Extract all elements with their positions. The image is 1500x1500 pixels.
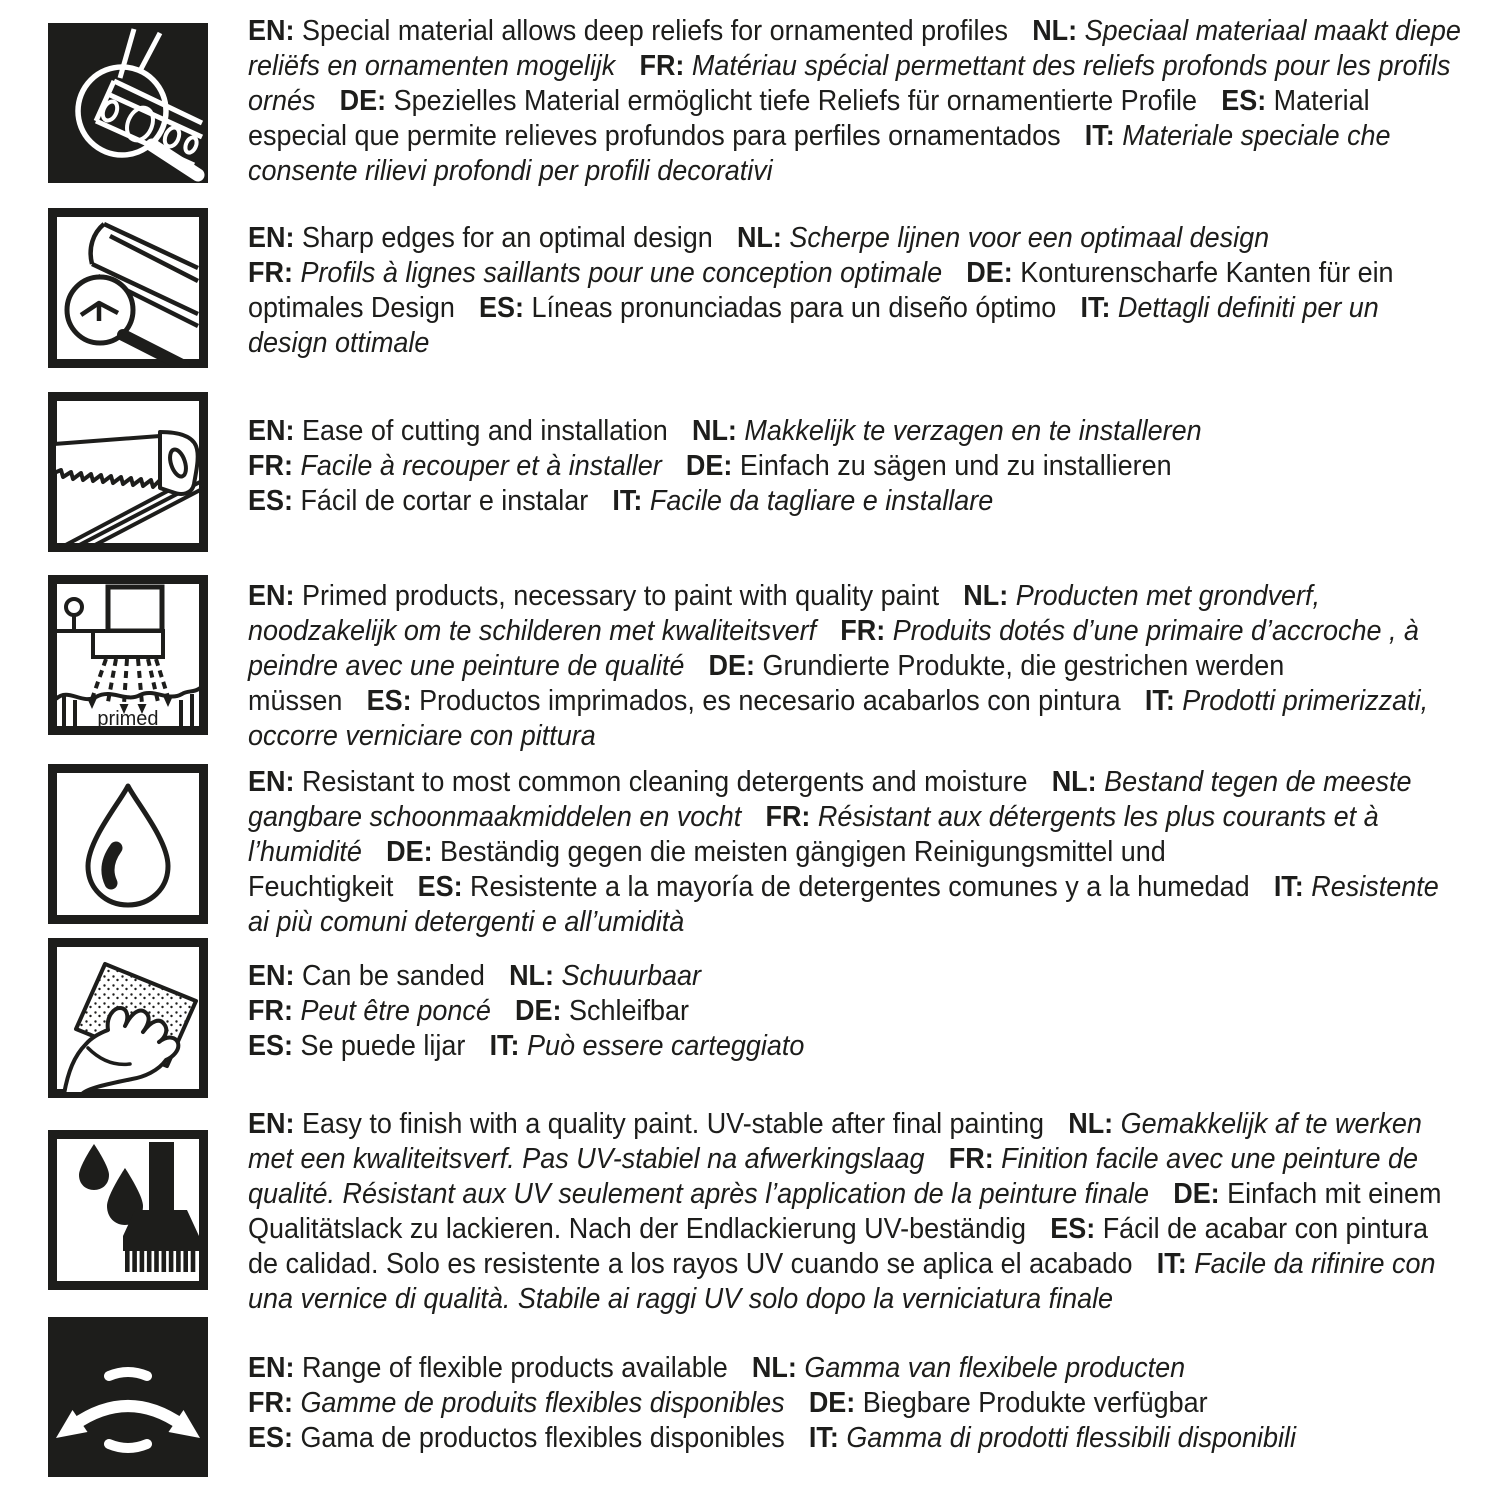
feature-text-moisture: EN: Resistant to most common cleaning detergents and moisture NL: Bestand tegen de meeste gangbare schoonmaakmiddelen en vocht FR: Résistant aux détergents les plus courants et à l’humidité DE: Beständig gegen die meisten gängigen Reinigungsmittel und Feuchtigkeit ES: Resistente a la mayoría de detergentes comunes y a la humedad IT: Resistente ai più comuni detergenti e all’umidità xyxy=(248,766,1439,938)
feature-text-finishing: EN: Easy to finish with a quality paint. UV-stable after final painting NL: Gemakkelijk af te werken met een kwaliteitsverf. Pas UV-stabiel na afwerkingslaag FR: Finition facile avec une peinture de qualité. Résistant aux UV seulement après l’application de la peinture finale DE: Einfach mit einem Qualitätslack zu lackieren. Nach der Endlackierung UV-beständig ES: Fácil de acabar con pintura de calidad. Solo es resistente a los rayos UV cuando se aplica el acabado IT: Facile da rifinire con una vernice di qualità. Stabile ai raggi UV solo dopo la verniciatura finale xyxy=(248,1108,1442,1315)
feature-text-flexible: EN: Range of flexible products available NL: Gamma van flexibele producten FR: Gamme de produits flexibles disponibles DE: Biegbare Produkte verfügbar ES: Gama de productos flexibles disponibles IT: Gamma di prodotti flessibili disponibili xyxy=(248,1352,1297,1454)
saw-cutting-icon xyxy=(48,392,208,552)
flexible-arrow-icon xyxy=(48,1317,208,1477)
feature-text-easy-cutting: EN: Ease of cutting and installation NL: Makkelijk te verzagen en te installeren FR: Facile à recouper et à installer DE: Einfach zu sägen und zu installieren ES: Fácil de cortar e instalar IT: Facile da tagliare e installare xyxy=(248,415,1202,517)
feature-text-sanding: EN: Can be sanded NL: Schuurbaar FR: Peut être poncé DE: Schleifbar ES: Se puede lijar IT: Può essere carteggiato xyxy=(248,960,805,1062)
feature-text-deep-reliefs: EN: Special material allows deep reliefs for ornamented profiles NL: Speciaal materiaal maakt diepe reliëfs en ornamenten mogelijk FR: Matériau spécial permettant des reliefs profonds pour les profils ornés DE: Spezielles Material ermöglicht tiefe Reliefs für ornamentierte Profile ES: Material especial que permite relieves profundos para perfiles ornamentados IT: Materiale speciale che consente rilievi profondi per profili decorativi xyxy=(248,15,1461,187)
sanding-hand-icon xyxy=(48,938,208,1098)
primer-spray-icon xyxy=(48,575,208,735)
paint-brush-drops-icon xyxy=(48,1130,208,1290)
sharp-edges-magnifier-icon xyxy=(48,208,208,368)
saw-cutting-icon xyxy=(48,392,208,552)
primer-spray-icon xyxy=(48,575,208,735)
moisture-resistant-drop-icon xyxy=(48,764,208,924)
sharp-edges-magnifier-icon xyxy=(48,208,208,368)
ornamented-profile-magnifier-icon xyxy=(48,23,208,183)
moisture-resistant-drop-icon xyxy=(48,764,208,924)
flexible-arrow-icon xyxy=(48,1317,208,1477)
paint-brush-drops-icon xyxy=(48,1130,208,1290)
ornamented-profile-magnifier-icon xyxy=(48,23,208,183)
primed-label: primed xyxy=(97,708,159,730)
feature-text-primed: EN: Primed products, necessary to paint with quality paint NL: Producten met grondverf, noodzakelijk om te schilderen met kwaliteitsverf FR: Produits dotés d’une primaire d’accroche , à peindre avec une peinture de qualité DE: Grundierte Produkte, die gestrichen werden müssen ES: Productos imprimados, es necesario acabarlos con pintura IT: Prodotti primerizzati, occorre verniciare con pittura xyxy=(248,580,1429,752)
sanding-hand-icon xyxy=(48,938,208,1098)
feature-text-sharp-edges: EN: Sharp edges for an optimal design NL: Scherpe lijnen voor een optimaal design FR: Profils à lignes saillants pour une conception optimale DE: Konturenscharfe Kanten für ein optimales Design ES: Líneas pronunciadas para un diseño óptimo IT: Dettagli definiti per un design ottimale xyxy=(248,222,1394,359)
